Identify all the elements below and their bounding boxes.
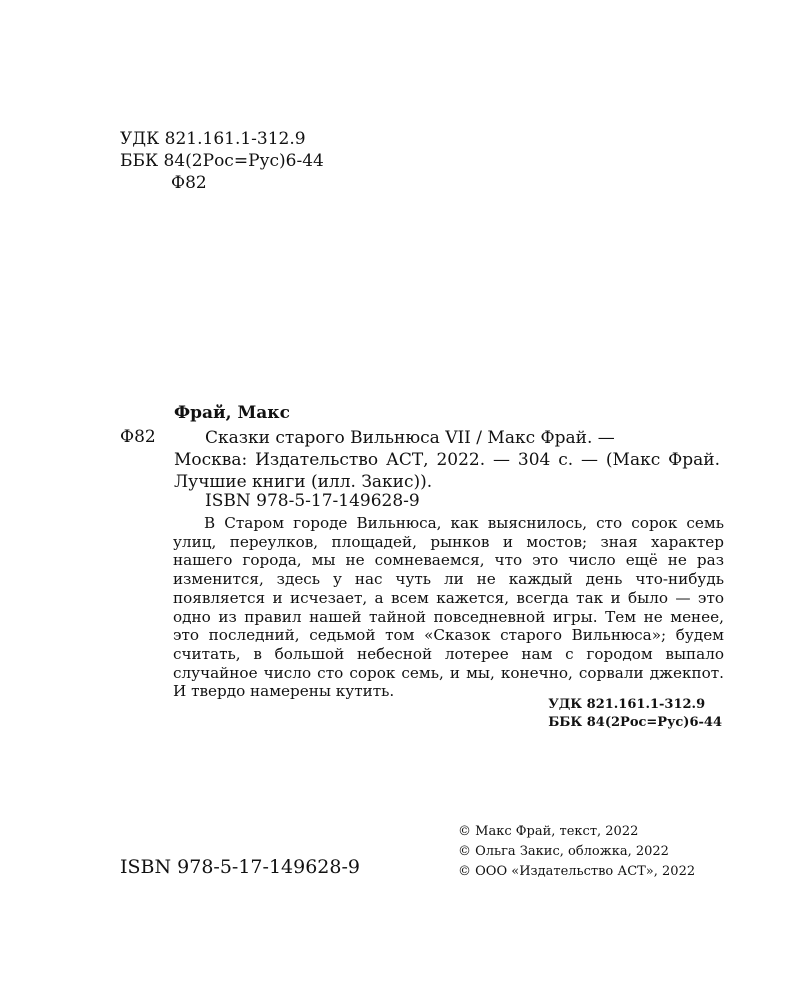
annotation-codes: [548, 696, 722, 732]
catalog-isbn: ISBN 978-5-17-149628-9: [205, 491, 420, 511]
catalog-title-line: Сказки старого Вильнюса VII / Макс Фрай. —: [205, 428, 615, 448]
annotation-bbk: ББК 84(2Рос=Рус)6-44: [548, 715, 722, 730]
author-mark: Ф82: [171, 173, 207, 193]
annotation-udk: УДК 821.161.1-312.9: [548, 697, 706, 712]
copyright-text: © Макс Фрай, текст, 2022: [458, 824, 639, 839]
annotation-text: [173, 514, 724, 701]
udk-code: УДК 821.161.1-312.9: [120, 129, 306, 149]
copyright-publisher: © ООО «Издательство АСТ», 2022: [458, 864, 696, 879]
catalog-publication-info: Москва: Издательство АСТ, 2022. — 304 с. — (Макс Фрай. Лучшие книги (илл. Закис)).: [174, 450, 720, 492]
classification-codes: [120, 128, 324, 194]
annotation-paragraph: В Старом городе Вильнюса, как выяснилось, сто сорок семь улиц, переулков, площадей, рынков и мостов; зная характер нашего города, мы не сомневаемся, что это число ещё не раз изменится, здесь у нас чуть ли не каждый день что-нибудь появляется и исчезает, а всем кажется, всегда так и было — это одно из правил нашей тайной повседневной игры. Тем не менее, это последний, седьмой том «Сказок старого Вильнюса»; будем считать, в большой небесной лотерее нам с городом выпало случайное число сто сорок семь, и мы, конечно, сорвали джекпот. И твердо намерены кутить.: [173, 514, 724, 701]
copyright-block: [458, 822, 695, 882]
catalog-author: Фрай, Макс: [174, 403, 290, 423]
isbn-bottom: ISBN 978-5-17-149628-9: [120, 856, 360, 878]
catalog-author-mark: Ф82: [120, 427, 156, 447]
bbk-code: ББК 84(2Рос=Рус)6-44: [120, 151, 324, 171]
copyright-cover: © Ольга Закис, обложка, 2022: [458, 844, 669, 859]
catalog-title-block: [174, 427, 720, 493]
